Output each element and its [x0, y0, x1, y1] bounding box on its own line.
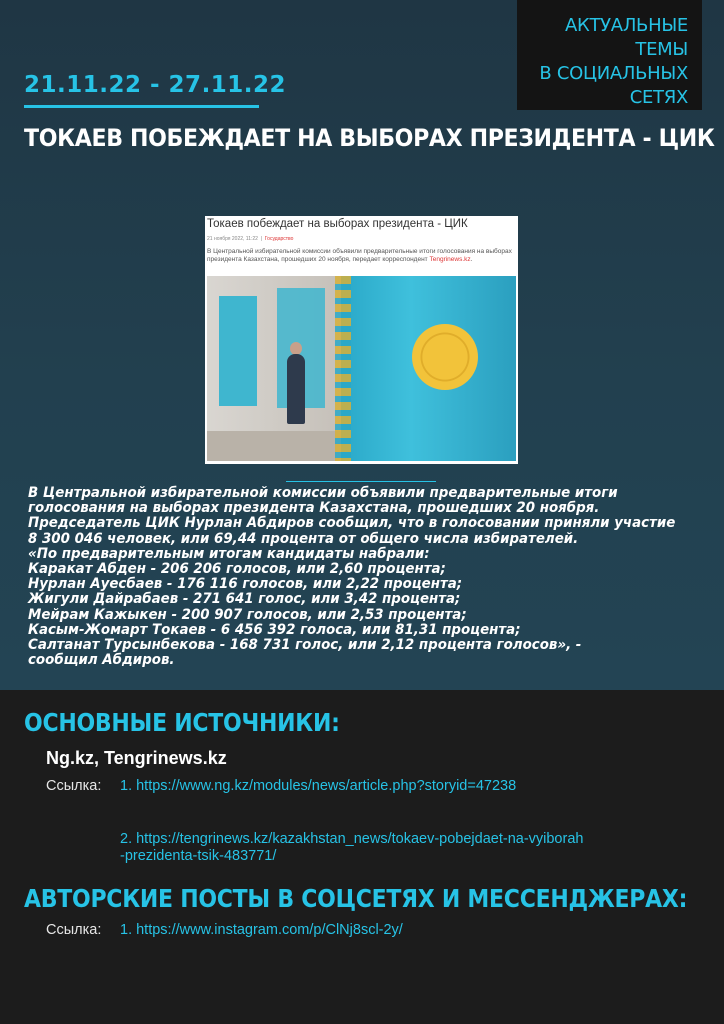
source-names: Ng.kz, Tengrinews.kz: [46, 748, 227, 768]
body-line: Нурлан Ауесбаев - 176 116 голосов, или 2,22 процента;: [28, 576, 463, 593]
election-photo: [207, 276, 516, 461]
article-date: 21 ноября 2022, 11:22: [207, 236, 258, 242]
sources-heading: ОСНОВНЫЕ ИСТОЧНИКИ:: [24, 708, 340, 737]
source-link-2-line: -prezidenta-tsik-483771/: [120, 848, 277, 864]
source-link-1[interactable]: 1. https://www.ng.kz/modules/news/article.php?storyid=47238: [120, 778, 517, 794]
instagram-link[interactable]: 1. https://www.instagram.com/p/ClNj8scl-2y/: [120, 922, 403, 938]
body-line: Касым-Жомарт Токаев - 6 456 392 голоса, или 81,31 процента;: [28, 621, 521, 638]
body-line: голосования на выборах президента Казахстана, прошедших 20 ноября.: [28, 500, 600, 517]
article-screenshot: [205, 216, 518, 464]
voting-booth: [219, 296, 257, 406]
article-meta: 21 ноября 2022, 11:22 | Государство: [207, 236, 294, 242]
topic-label-box: [517, 0, 702, 110]
article-source-link: Tengrinews.kz: [429, 256, 471, 264]
page-title: ТОКАЕВ ПОБЕЖДАЕТ НА ВЫБОРАХ ПРЕЗИДЕНТА - ЦИК: [24, 124, 715, 152]
date-underline: [24, 105, 259, 108]
article-category: Государство: [264, 236, 294, 242]
sources-link-label: Ссылка:: [46, 778, 102, 794]
body-line: сообщил Абдиров.: [28, 652, 175, 669]
date-range: 21.11.22 - 27.11.22: [24, 72, 287, 98]
body-line: «По предварительным итогам кандидаты набрали:: [28, 545, 430, 562]
body-line: Жигули Дайрабаев - 271 641 голос, или 3,42 процента;: [28, 591, 461, 608]
body-line: Председатель ЦИК Нурлан Абдиров сообщил, что в голосовании приняли участие: [28, 515, 676, 532]
body-line: Каракат Абден - 206 206 голосов, или 2,60 процента;: [28, 561, 446, 578]
body-line: В Центральной избирательной комиссии объявили предварительные итоги: [28, 485, 618, 501]
body-line: Салтанат Турсынбекова - 168 731 голос, или 2,12 процента голосов», -: [28, 637, 582, 654]
article-title: Токаев побеждает на выборах президента - ЦИК: [207, 218, 468, 230]
article-lead: В Центральной избирательной комиссии объявили предварительные итоги голосования на выборах президента Казахстана, прошедших 20 ноября, передает корреспондент Tengrinews.kz.: [207, 248, 512, 264]
article-body: [28, 485, 676, 669]
source-link-2[interactable]: [120, 831, 583, 865]
author-link-label: Ссылка:: [46, 922, 102, 938]
topic-label-line: АКТУАЛЬНЫЕ ТЕМЫ: [564, 15, 688, 60]
body-line: Мейрам Кажыкен - 200 907 голосов, или 2,53 процента;: [28, 606, 467, 623]
flag-ornament: [335, 276, 351, 461]
body-line: 8 300 046 человек, или 69,44 процента от общего числа избирателей.: [28, 530, 579, 547]
flag-sun-emblem: [412, 324, 478, 390]
voter-figure: [287, 354, 305, 424]
topic-label-line: В СОЦИАЛЬНЫХ: [539, 63, 688, 84]
topic-label-line: СЕТЯХ: [629, 87, 688, 108]
divider-line: [286, 481, 436, 482]
photo-floor: [207, 431, 347, 461]
author-posts-heading: АВТОРСКИЕ ПОСТЫ В СОЦСЕТЯХ И МЕССЕНДЖЕРАХ:: [24, 884, 688, 913]
source-link-2-line: 2. https://tengrinews.kz/kazakhstan_news/tokaev-pobejdaet-na-vyiborah: [120, 831, 584, 847]
